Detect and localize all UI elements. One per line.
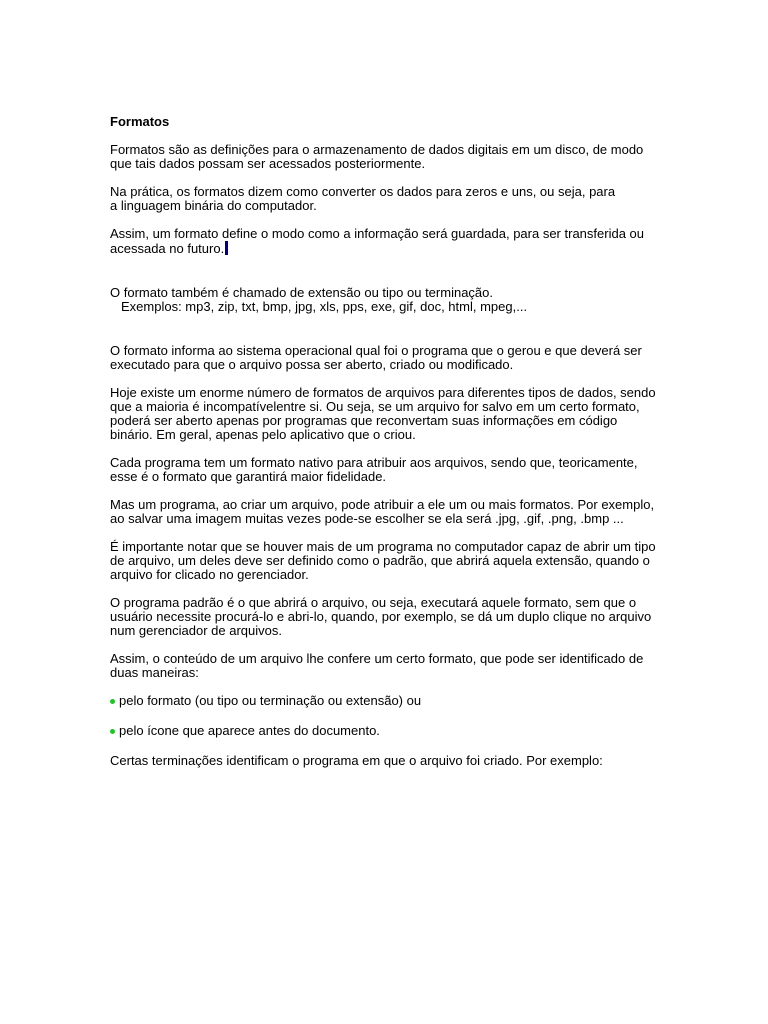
paragraph-line: Hoje existe um enorme número de formatos de arquivos para diferentes tipos de dados, sendo bbox=[110, 385, 656, 400]
paragraph-line: de arquivo, um deles deve ser definido como o padrão, que abrirá aquela extensão, quando o bbox=[110, 553, 650, 568]
paragraph-line: Assim, o conteúdo de um arquivo lhe confere um certo formato, que pode ser identificado de bbox=[110, 651, 644, 666]
paragraph-11 bbox=[110, 652, 670, 680]
paragraph-line: poderá ser aberto apenas por programas que reconvertam suas informações em código bbox=[110, 413, 618, 428]
paragraph-line-text: acessada no futuro. bbox=[110, 241, 225, 256]
paragraph-2 bbox=[110, 185, 670, 213]
paragraph-line: que a maioria é incompatívelentre si. Ou seja, se um arquivo for salvo em um certo formato, bbox=[110, 399, 640, 414]
examples-line: Exemplos: mp3, zip, txt, bmp, jpg, xls, pps, exe, gif, doc, html, mpeg,... bbox=[121, 299, 528, 314]
paragraph-line: Mas um programa, ao criar um arquivo, pode atribuir a ele um ou mais formatos. Por exemplo, bbox=[110, 497, 655, 512]
paragraph-4 bbox=[110, 286, 670, 314]
paragraph-12 bbox=[110, 754, 670, 768]
paragraph-line: Assim, um formato define o modo como a informação será guardada, para ser transferida ou bbox=[110, 226, 644, 241]
paragraph-line: Certas terminações identificam o programa em que o arquivo foi criado. Por exemplo: bbox=[110, 753, 603, 768]
bullet-dot-icon bbox=[110, 729, 115, 734]
list-item-text: pelo formato (ou tipo ou terminação ou extensão) ou bbox=[119, 693, 422, 708]
document-title: Formatos bbox=[110, 114, 170, 129]
paragraph-line: executado para que o arquivo possa ser aberto, criado ou modificado. bbox=[110, 357, 514, 372]
paragraph-line-with-cursor bbox=[110, 241, 670, 256]
paragraph-5 bbox=[110, 344, 670, 372]
paragraph-1 bbox=[110, 143, 670, 171]
paragraph-line: Formatos são as definições para o armazenamento de dados digitais em um disco, de modo bbox=[110, 142, 644, 157]
paragraph-line: arquivo for clicado no gerenciador. bbox=[110, 567, 309, 582]
paragraph-line: ao salvar uma imagem muitas vezes pode-se escolher se ela será .jpg, .gif, .png, .bmp ... bbox=[110, 511, 624, 526]
paragraph-line: Cada programa tem um formato nativo para atribuir aos arquivos, sendo que, teoricamente, bbox=[110, 455, 638, 470]
document-body bbox=[110, 114, 670, 768]
paragraph-line: esse é o formato que garantirá maior fidelidade. bbox=[110, 469, 387, 484]
paragraph-7 bbox=[110, 456, 670, 484]
paragraph-line: duas maneiras: bbox=[110, 665, 199, 680]
paragraph-line: O formato também é chamado de extensão ou tipo ou terminação. bbox=[110, 285, 493, 300]
paragraph-3 bbox=[110, 227, 670, 256]
paragraph-line: num gerenciador de arquivos. bbox=[110, 623, 282, 638]
list-item bbox=[110, 694, 670, 708]
paragraph-9 bbox=[110, 540, 670, 582]
paragraph-6 bbox=[110, 386, 670, 442]
paragraph-line: que tais dados possam ser acessados posteriormente. bbox=[110, 156, 426, 171]
paragraph-line: usuário necessite procurá-lo e abri-lo, quando, por exemplo, se dá um duplo clique no arquivo bbox=[110, 609, 652, 624]
list-item-text: pelo ícone que aparece antes do documento. bbox=[119, 723, 380, 738]
paragraph-line: Na prática, os formatos dizem como converter os dados para zeros e uns, ou seja, para bbox=[110, 184, 616, 199]
bullet-dot-icon bbox=[110, 699, 115, 704]
paragraph-line: a linguagem binária do computador. bbox=[110, 198, 317, 213]
list-item bbox=[110, 724, 670, 738]
paragraph-line: binário. Em geral, apenas pelo aplicativo que o criou. bbox=[110, 427, 416, 442]
paragraph-line: É importante notar que se houver mais de um programa no computador capaz de abrir um tipo bbox=[110, 539, 656, 554]
paragraph-10 bbox=[110, 596, 670, 638]
paragraph-line: O programa padrão é o que abrirá o arquivo, ou seja, executará aquele formato, sem que o bbox=[110, 595, 637, 610]
paragraph-line: O formato informa ao sistema operacional qual foi o programa que o gerou e que deverá ser bbox=[110, 343, 642, 358]
paragraph-8 bbox=[110, 498, 670, 526]
text-cursor-icon bbox=[225, 241, 228, 255]
